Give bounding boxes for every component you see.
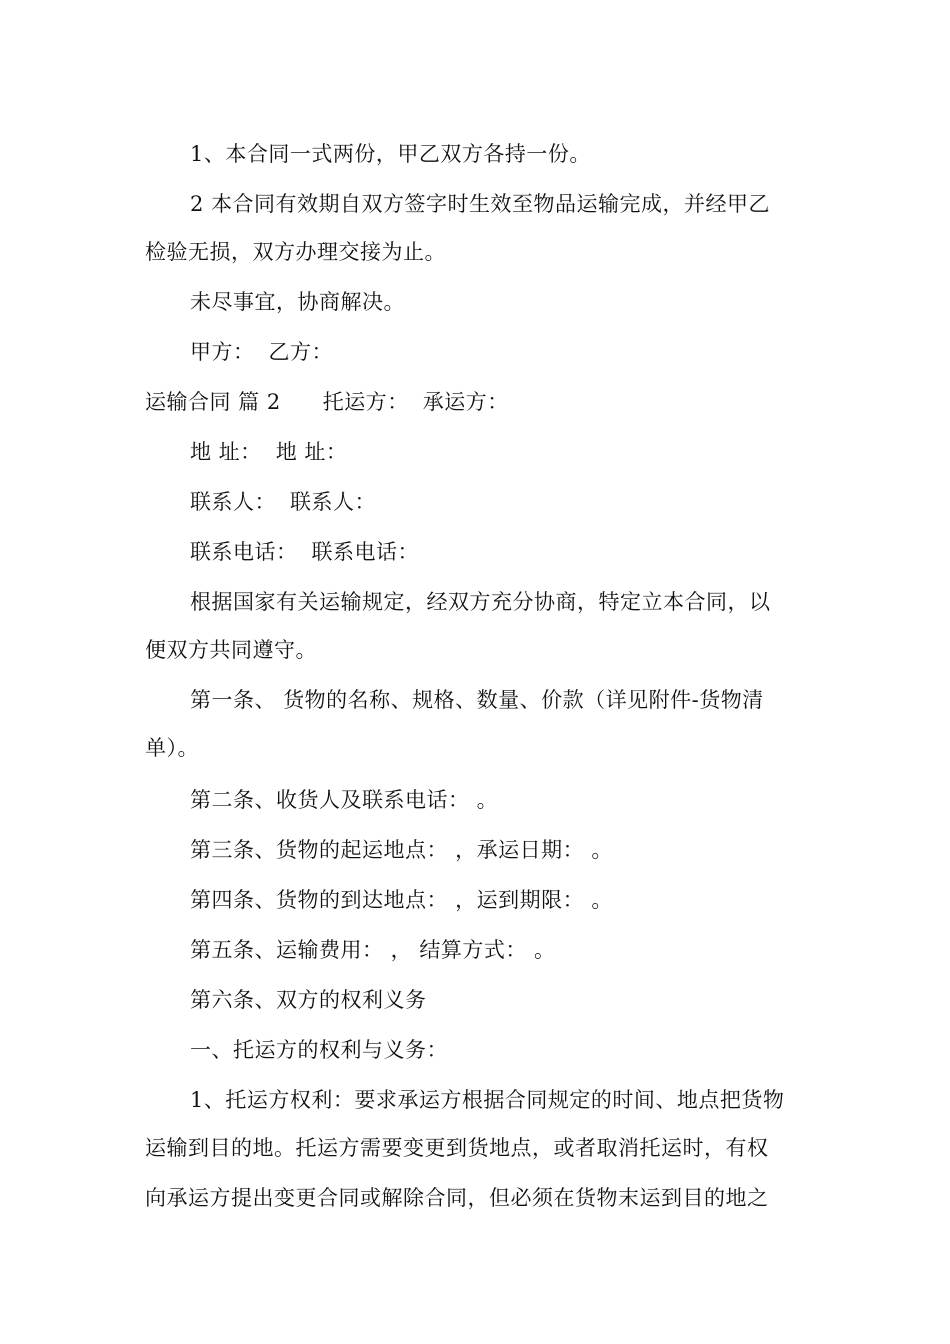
subsection-heading: 一、托运方的权利与义务： bbox=[190, 1038, 448, 1062]
carrier-address-label: 地 址： bbox=[275, 440, 348, 464]
paragraph-line: 1、本合同一式两份，甲乙双方各持一份。 bbox=[190, 142, 591, 166]
shipper-phone-label: 联系电话： bbox=[190, 540, 298, 564]
paragraph-line: 未尽事宜，协商解决。 bbox=[190, 290, 405, 314]
signature-line bbox=[190, 337, 333, 367]
carrier-label: 承运方： bbox=[422, 390, 509, 414]
paragraph-line: 检验无损，双方办理交接为止。 bbox=[145, 240, 446, 264]
article-3-line: 第三条、货物的起运地点： ，承运日期： 。 bbox=[190, 838, 613, 862]
carrier-phone-label: 联系电话： bbox=[311, 540, 419, 564]
article-5-line: 第五条、运输费用： ， 结算方式： 。 bbox=[190, 938, 556, 962]
paragraph-line: 2 本合同有效期自双方签字时生效至物品运输完成，并经甲乙 bbox=[190, 192, 771, 216]
section-heading-line bbox=[145, 387, 509, 417]
article-4-line: 第四条、货物的到达地点： ，运到期限： 。 bbox=[190, 888, 613, 912]
contact-line bbox=[190, 487, 376, 517]
phone-line bbox=[190, 537, 419, 567]
party-b-label: 乙方： bbox=[268, 340, 333, 364]
paragraph-line: 1、托运方权利：要求承运方根据合同规定的时间、地点把货物 bbox=[190, 1088, 785, 1112]
paragraph-line: 根据国家有关运输规定，经双方充分协商，特定立本合同，以 bbox=[190, 590, 771, 614]
article-6-line: 第六条、双方的权利义务 bbox=[190, 988, 427, 1012]
shipper-address-label: 地 址： bbox=[190, 440, 262, 464]
paragraph-line: 单）。 bbox=[145, 736, 199, 760]
paragraph-line: 运输到目的地。托运方需要变更到货地点，或者取消托运时，有权 bbox=[145, 1136, 769, 1160]
paragraph-line: 便双方共同遵守。 bbox=[145, 638, 317, 662]
article-1-line: 第一条、 货物的名称、规格、数量、价款（详见附件-货物清 bbox=[190, 688, 764, 712]
shipper-contact-label: 联系人： bbox=[190, 490, 276, 514]
article-2-line: 第二条、收货人及联系电话： 。 bbox=[190, 788, 499, 812]
shipper-label: 托运方： bbox=[322, 390, 409, 414]
address-line bbox=[190, 437, 347, 467]
party-a-label: 甲方： bbox=[190, 340, 255, 364]
section-title: 运输合同 篇 2 bbox=[145, 390, 281, 414]
paragraph-line: 向承运方提出变更合同或解除合同，但必须在货物末运到目的地之 bbox=[145, 1186, 769, 1210]
carrier-contact-label: 联系人： bbox=[290, 490, 376, 514]
